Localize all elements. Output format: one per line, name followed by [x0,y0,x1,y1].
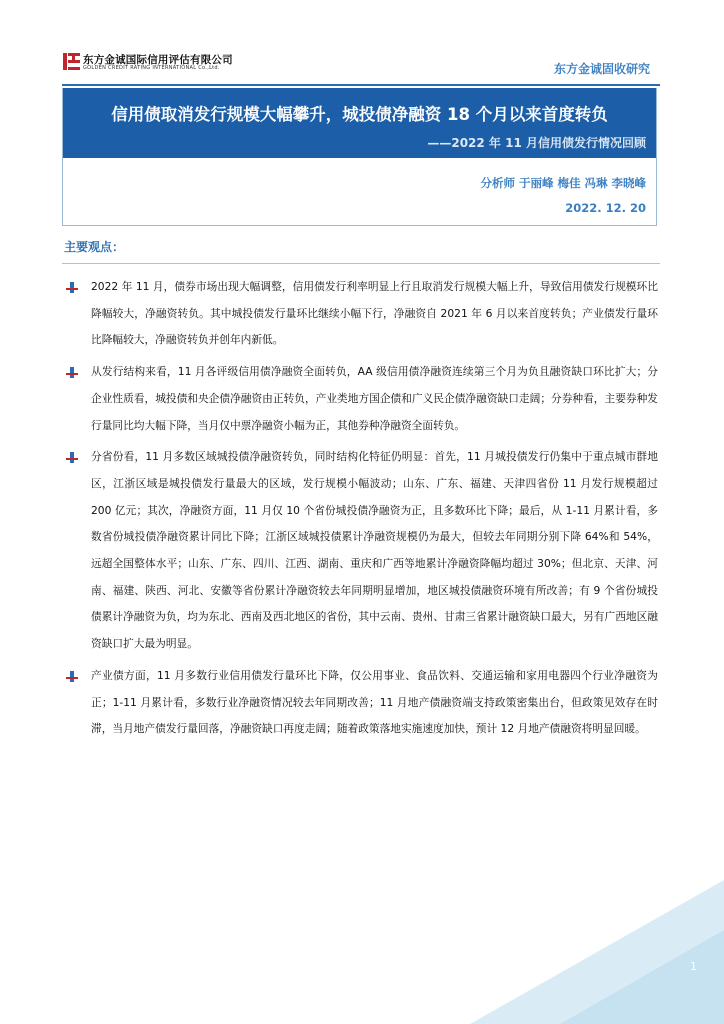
section-divider [62,263,660,264]
summary-point-text: 产业债方面，11 月多数行业信用债发行量环比下降，仅公用事业、食品饮料、交通运输和家用电器四个行业净融资为正；1-11 月累计看，多数行业净融资情况较去年同期改善；11 月地产债融资端支持政策密集出台，但政策见效存在时滞，当月地产债发行量回落，净融资缺口再度走阔；随着政策落地实施速度加快，预计 12 月地产债融资将明显回暖。 [91,668,658,736]
list-item [66,359,658,439]
summary-point-text: 2022 年 11 月，债券市场出现大幅调整，信用债发行利率明显上行且取消发行规模大幅上升，导致信用债发行规模环比降幅较大，净融资转负。其中城投债发行量环比继续小幅下行，净融资自 2021 年 6 月以来首度转负；产业债发行量环比降幅较大，净融资转负并创年内新低。 [91,280,658,347]
summary-point-text: 从发行结构来看，11 月各评级信用债净融资全面转负，AA 级信用债净融资连续第三个月为负且融资缺口环比扩大；分企业性质看，城投债和央企债净融资由正转负，产业类地方国企债和广义民企债净融资缺口走阔；分券种看，主要券种发行量同比均大幅下降，当月仅中票净融资小幅为正，其他券种净融资全面转负。 [91,365,658,432]
page-number: 1 [690,960,697,973]
bullet-marker-icon [66,282,78,293]
bullet-marker-icon [66,452,78,463]
logo-mark-icon [63,53,80,70]
section-heading: 主要观点： [64,240,125,254]
summary-points [66,274,658,748]
analysts: 分析师 于丽峰 梅佳 冯琳 李晓峰 [480,176,646,190]
report-date: 2022. 12. 20 [565,201,646,215]
department-label: 东方金诚固收研究 [553,62,650,76]
title-band [63,88,656,158]
summary-point-text: 分省份看，11 月多数区域城投债净融资转负，同时结构化特征仍明显：首先，11 月城投债发行仍集中于重点城市群地区，江浙区域是城投债发行量最大的区域，发行规模小幅波动；山东、广东、福建、天津四省份 11 月发行规模超过 200 亿元；其次，净融资方面，11 月仅 10 个省份城投债净融资为正，且多数环比下降；最后，从 1-11 月累计看，多数省份城投债净融资累计同比下降；江浙区域城投债累计净融资规模仍为最大，但较去年同期分别下降 64%和 54%，远超全国整体水平；山东、广东、四川、江西、湖南、重庆和广西等地累计净融资降幅均超过 30%；但北京、天津、河南、福建、陕西、河北、安徽等省份累计净融资较去年同期明显增加，地区城投债融资环境有所改善；有 9 个省份城投债累计净融资为负，均为东北、西南及西北地区的省份，其中云南、贵州、甘肃三省累计融资缺口最大，另有广西地区融资缺口扩大最为明显。 [91,450,658,651]
list-item [66,663,658,743]
report-subtitle: ——2022 年 11 月信用债发行情况回顾 [427,136,646,150]
company-name-en: GOLDEN CREDIT RATING INTERNATIONAL Co.,Ltd. [83,65,220,71]
company-name-cn: 东方金诚国际信用评估有限公司 [83,54,233,66]
title-box [62,88,657,226]
header-divider [62,84,660,86]
list-item [66,274,658,354]
report-title: 信用债取消发行规模大幅攀升，城投债净融资 18 个月以来首度转负 [111,105,608,124]
company-logo [63,50,253,74]
bullet-marker-icon [66,367,78,378]
list-item [66,444,658,658]
bullet-marker-icon [66,671,78,682]
